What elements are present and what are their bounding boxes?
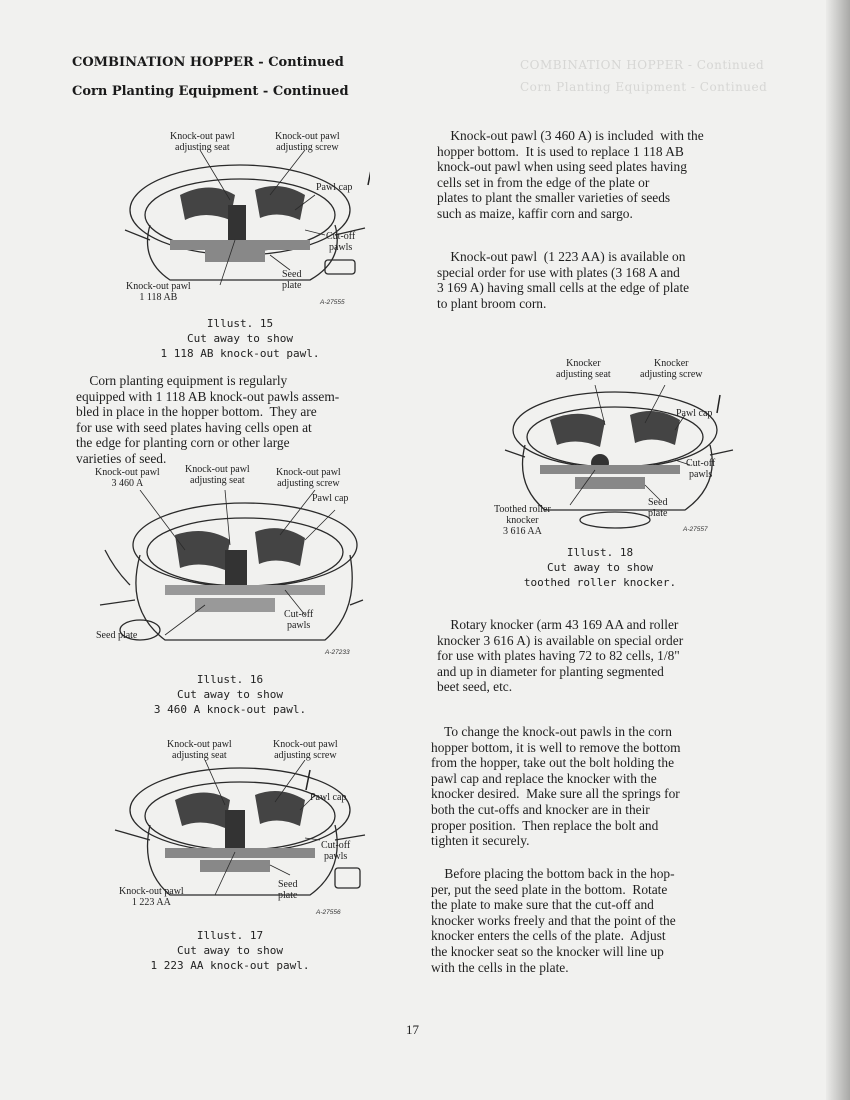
label-toothed-roller-knocker: Toothed roller knocker 3 616 AA — [494, 504, 551, 537]
label-pawl-cap: Pawl cap — [312, 493, 349, 504]
figure-caption: Illust. 16 Cut away to show 3 460 A knock-out pawl. — [153, 673, 307, 716]
label-seed-plate: Seed plate — [282, 269, 302, 291]
paragraph-rotary-knocker: Rotary knocker (arm 43 169 AA and roller knocker 3 616 A) is available on special order for use with plates having 72 to 82 cells, 1/8" and up in diameter for planting segmented beet seed, etc. — [437, 617, 684, 695]
paragraph-3460a: Knock-out pawl (3 460 A) is included with the hopper bottom. It is used to replace 1 118 AB knock-out pawl when using seed plates having cells set in from the edge of the plate or plates to plant the smaller varieties of seeds such as maize, kaffir corn and sargo. — [437, 128, 704, 221]
section-subtitle: Corn Planting Equipment - Continued — [72, 84, 349, 99]
label-cutoff-pawls: Cut-off pawls — [321, 840, 351, 862]
label-knockout-pawl: Knock-out pawl 3 460 A — [95, 467, 160, 489]
label-adjusting-screw: Knock-out pawl adjusting screw — [275, 131, 340, 153]
page-number: 17 — [406, 1022, 419, 1037]
figure-caption: Illust. 18 Cut away to show toothed roller knocker. — [523, 546, 677, 589]
label-knockout-pawl: Knock-out pawl 1 118 AB — [126, 281, 191, 303]
figure-code: A-27233 — [325, 649, 350, 656]
bleed-through-title: COMBINATION HOPPER - Continued — [520, 58, 765, 72]
label-adjusting-screw: Knocker adjusting screw — [640, 358, 703, 380]
label-pawl-cap: Pawl cap — [316, 182, 353, 193]
paragraph-change-pawls: To change the knock-out pawls in the corn hopper bottom, it is well to remove the bottom from the hopper, take out the bolt holding the pawl cap and replace the knocker with the knocker desired. Make sure all the springs for both the cut-offs and knocker are in their proper position. Then replace the bolt and tighten it securely. — [431, 724, 681, 849]
label-seed-plate: Seed plate — [648, 497, 668, 519]
paragraph-before-placing: Before placing the bottom back in the hop- per, put the seed plate in the bottom. Rotate the plate to make sure that the cut-off and knocker works freely and that the point of the knocker enters the cells of the plate. Adjust the knocker seat so the knocker will line up with the cells in the plate. — [431, 866, 676, 975]
label-pawl-cap: Pawl cap — [310, 792, 347, 803]
label-adjusting-seat: Knocker adjusting seat — [556, 358, 611, 380]
label-pawl-cap: Pawl cap — [676, 408, 713, 419]
label-cutoff-pawls: Cut-off pawls — [326, 231, 356, 253]
section-title: COMBINATION HOPPER - Continued — [72, 55, 344, 70]
figure-caption: Illust. 15 Cut away to show 1 118 AB knock-out pawl. — [160, 317, 320, 360]
label-adjusting-screw: Knock-out pawl adjusting screw — [273, 739, 338, 761]
bleed-through-subtitle: Corn Planting Equipment - Continued — [520, 80, 768, 94]
figure-caption: Illust. 17 Cut away to show 1 223 AA knock-out pawl. — [150, 929, 310, 972]
page-edge-shadow — [826, 0, 850, 1100]
label-adjusting-seat: Knock-out pawl adjusting seat — [167, 739, 232, 761]
label-seed-plate: Seed plate — [278, 879, 298, 901]
left-paragraph: Corn planting equipment is regularly equipped with 1 118 AB knock-out pawls assem- bled in place in the hopper bottom. They are for use with seed plates having cells open at the edge for planting corn or other large varieties of seed. — [76, 373, 340, 466]
label-seed-plate: Seed plate — [96, 630, 138, 641]
label-adjusting-seat: Knock-out pawl adjusting seat — [185, 464, 250, 486]
label-adjusting-seat: Knock-out pawl adjusting seat — [170, 131, 235, 153]
label-cutoff-pawls: Cut-off pawls — [284, 609, 314, 631]
label-cutoff-pawls: Cut-off pawls — [686, 458, 716, 480]
label-knockout-pawl: Knock-out pawl 1 223 AA — [119, 886, 184, 908]
figure-code: A-27557 — [683, 526, 708, 533]
figure-code: A-27555 — [320, 299, 345, 306]
figure-code: A-27556 — [316, 909, 341, 916]
paragraph-1223aa: Knock-out pawl (1 223 AA) is available on special order for use with plates (3 168 A and 3 169 A) having small cells at the edge of plate to plant broom corn. — [437, 249, 690, 311]
label-adjusting-screw: Knock-out pawl adjusting screw — [276, 467, 341, 489]
